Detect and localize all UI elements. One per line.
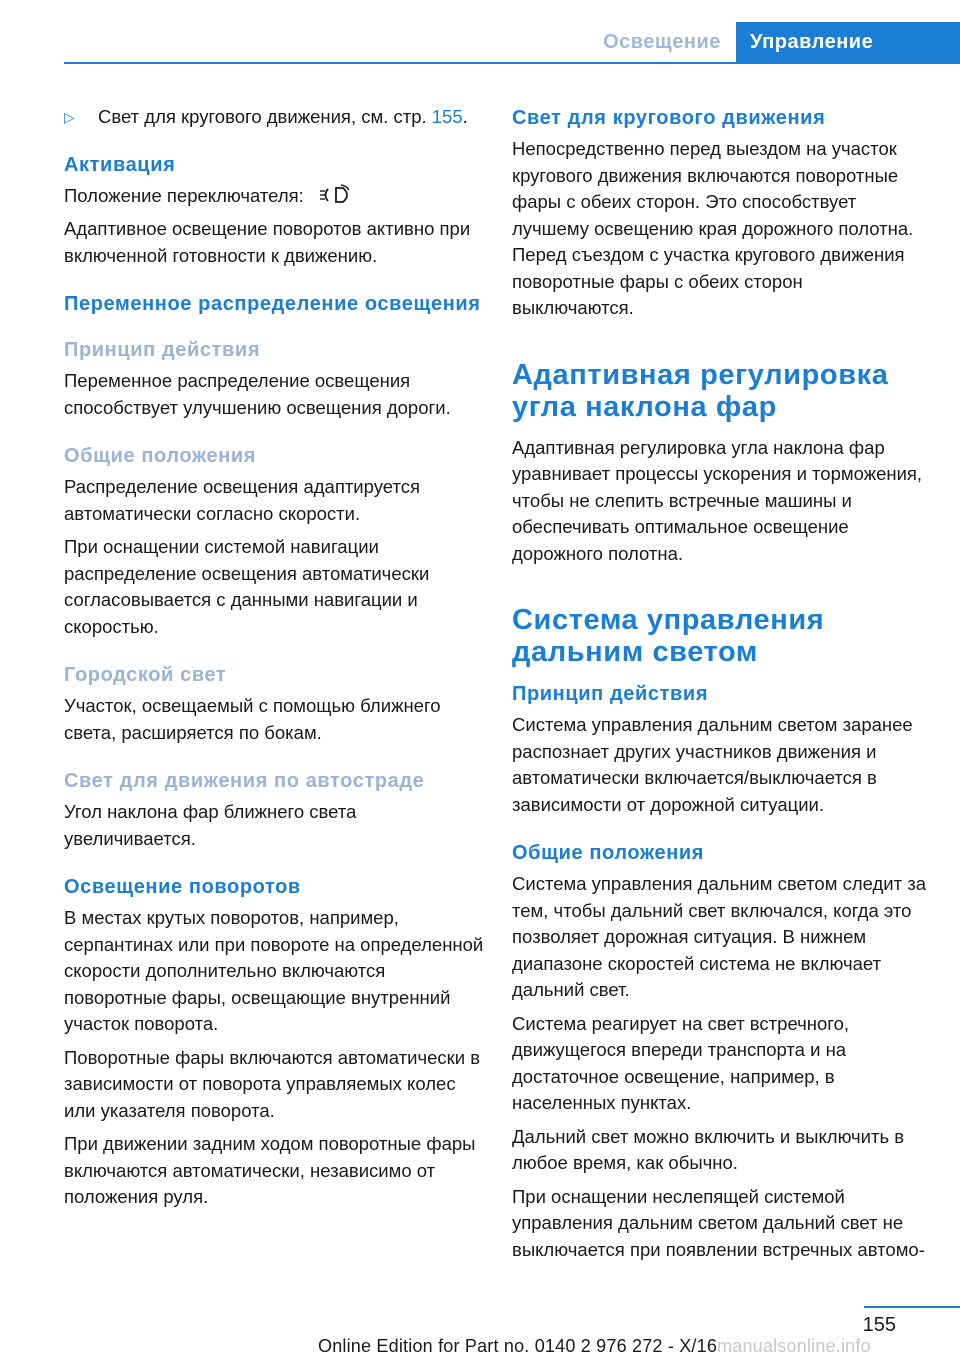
bullet-text: Свет для кругового движения, см. стр. <box>98 106 432 127</box>
page-link[interactable]: 155 <box>431 106 463 127</box>
footer-rule <box>864 1306 960 1308</box>
cornering-text-3: При движении задним ходом поворотные фары включаются автоматически, независимо от положения руля. <box>64 1133 476 1207</box>
section-tab-controls: Управление <box>736 22 960 62</box>
hb-general-text-4: При оснащении неслепящей системой управления дальним светом дальний свет не выключается при появлении встречных автомо- <box>512 1185 925 1260</box>
adaptive-leveling-heading: Адаптивная регулировка угла наклона фар <box>512 358 889 423</box>
edition-text: Online Edition for Part no. 0140 2 976 272 - X/16 <box>318 1336 718 1356</box>
edition-footer <box>318 1336 871 1357</box>
light-switch-icon <box>319 184 353 206</box>
roundabout-text: Непосредственно перед выездом на участок кругового движения включаются поворотные фары с обеих сторон. Это способствует лучшему освещению края дорожного полотна. Перед съездом с участка кругового движения поворотные фары с обеих сторон выключаются. <box>512 138 914 318</box>
hb-general-text-1: Система управления дальним светом следит за тем, чтобы дальний свет включался, когда это позволяет дорожная ситуация. В нижнем диапазоне скоростей система не включает дальний свет. <box>512 873 927 1000</box>
left-column <box>64 104 484 1218</box>
header-rule <box>64 62 960 64</box>
watermark: manualsonline.info <box>717 1336 871 1356</box>
triangle-bullet-icon: ▷ <box>64 109 75 125</box>
city-light-text: Участок, освещаемый с помощью ближнего света, расширяется по бокам. <box>64 695 441 743</box>
high-beam-assist-heading: Система управления дальним светом <box>512 604 825 668</box>
hb-principle-text: Система управления дальним светом заранее распознает других участников движения и автоматически включается/выключается в зависимости от дорожной ситуации. <box>512 714 913 815</box>
activation-text-label: Положение переключателя: <box>64 184 304 206</box>
cross-reference-bullet <box>64 104 484 131</box>
adaptive-leveling-text: Адаптивная регулировка угла наклона фар уравнивает процессы ускорения и торможения, чтобы не слепить встречные машины и обеспечивать оптимальное освещение дорожного полотна. <box>512 436 923 564</box>
right-column <box>512 104 928 1270</box>
cornering-light-heading: Освещение поворотов <box>64 876 301 898</box>
highway-light-text: Угол наклона фар ближнего света увеличивается. <box>64 801 357 849</box>
principle-heading: Принцип действия <box>64 339 261 361</box>
page-header <box>0 0 960 62</box>
activation-heading: Активация <box>64 153 176 176</box>
highway-light-heading: Свет для движения по автостраде <box>64 770 425 792</box>
hb-general-text-2: Система реагирует на свет встречного, движущегося впереди транспорта и на достаточное освещение, например, в населенных пунктах. <box>512 1012 850 1113</box>
roundabout-heading: Свет для кругового движения <box>512 107 826 129</box>
hb-general-text-3: Дальний свет можно включить и выключить в любое время, как обычно. <box>512 1125 905 1173</box>
city-light-heading: Городской свет <box>64 664 227 686</box>
page-number: 155 <box>862 1314 896 1336</box>
activation-text <box>64 183 484 210</box>
principle-text: Переменное распределение освещения способствует улучшению освещения дороги. <box>64 370 451 418</box>
general-text-1: Распределение освещения адаптируется автоматически согласно скорости. <box>64 476 420 524</box>
activation-description: Адаптивное освещение поворотов активно при включенной готовности к движению. <box>64 218 471 266</box>
variable-distribution-heading: Переменное распределение освещения <box>64 293 481 315</box>
bullet-end: . <box>462 106 468 127</box>
cornering-text-2: Поворотные фары включаются автоматически в зависимости от поворота управляемых колес или указателя поворота. <box>64 1046 481 1121</box>
hb-principle-heading: Принцип действия <box>512 683 709 705</box>
hb-general-heading: Общие положения <box>512 842 705 864</box>
general-text-2: При оснащении системой навигации распределение освещения автоматически согласовывается с данными навигации и скоростью. <box>64 536 430 637</box>
general-heading: Общие положения <box>64 445 257 467</box>
cornering-text-1: В местах крутых поворотов, например, серпантинах или при повороте на определенной скорости дополнительно включаются поворотные фары, освещающие внутренний участок поворота. <box>64 907 484 1034</box>
section-tab-lighting: Освещение <box>603 31 721 53</box>
